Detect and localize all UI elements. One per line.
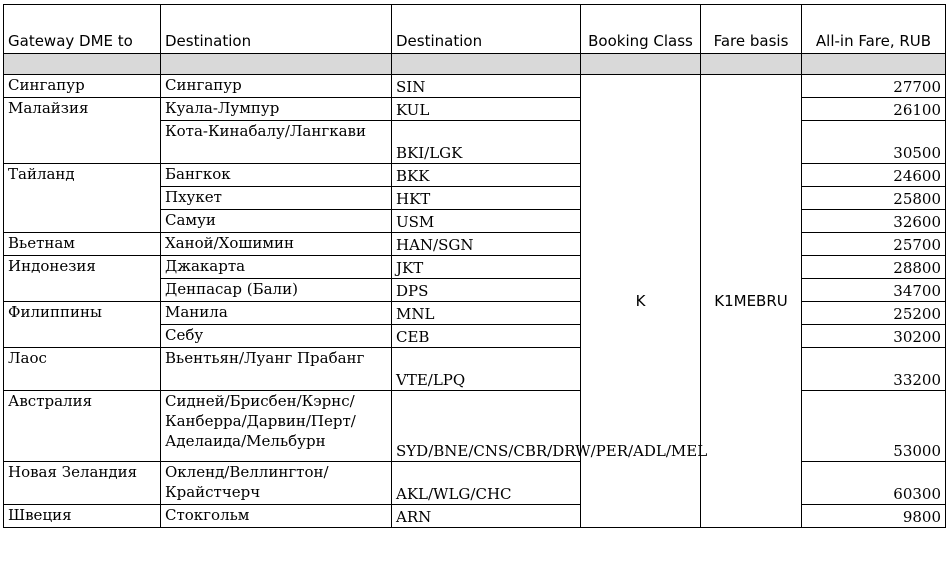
code-cell: HKT — [392, 187, 581, 210]
city-cell: Кота-Кинабалу/Лангкави — [161, 121, 392, 164]
header-fare: All-in Fare, RUB — [802, 5, 946, 54]
fare-cell: 25200 — [802, 302, 946, 325]
header-booking-class: Booking Class — [581, 5, 701, 54]
city-cell: Вьентьян/Луанг Прабанг — [161, 348, 392, 391]
city-cell: Сингапур — [161, 75, 392, 98]
city-cell: Денпасар (Бали) — [161, 279, 392, 302]
code-cell: USM — [392, 210, 581, 233]
fare-cell: 24600 — [802, 164, 946, 187]
code-cell: AKL/WLG/CHC — [392, 462, 581, 505]
country-cell: Швеция — [4, 505, 161, 528]
fare-cell: 53000 — [802, 391, 946, 462]
code-cell: DPS — [392, 279, 581, 302]
country-cell: Индонезия — [4, 256, 161, 302]
header-destination-city: Destination — [161, 5, 392, 54]
country-cell: Лаос — [4, 348, 161, 391]
fare-cell: 32600 — [802, 210, 946, 233]
code-cell: BKK — [392, 164, 581, 187]
city-cell: Куала-Лумпур — [161, 98, 392, 121]
fare-cell: 34700 — [802, 279, 946, 302]
code-cell: SIN — [392, 75, 581, 98]
fare-cell: 27700 — [802, 75, 946, 98]
country-cell: Тайланд — [4, 164, 161, 233]
city-cell: Самуи — [161, 210, 392, 233]
fare-cell: 9800 — [802, 505, 946, 528]
city-cell: Себу — [161, 325, 392, 348]
city-cell: Бангкок — [161, 164, 392, 187]
city-cell: Окленд/Веллингтон/Крайстчерч — [161, 462, 392, 505]
table-row — [4, 348, 946, 391]
table-row — [4, 391, 946, 462]
country-cell: Новая Зеландия — [4, 462, 161, 505]
code-cell: VTE/LPQ — [392, 348, 581, 391]
fare-cell: 33200 — [802, 348, 946, 391]
country-cell: Сингапур — [4, 75, 161, 98]
city-cell: Пхукет — [161, 187, 392, 210]
city-cell: Ханой/Хошимин — [161, 233, 392, 256]
city-cell: Сидней/Брисбен/Кэрнс/Канберра/Дарвин/Перт/Аделаида/Мельбурн — [161, 391, 392, 462]
fare-table — [3, 4, 946, 528]
table-row — [4, 75, 946, 98]
table-row — [4, 302, 946, 325]
code-cell: SYD/BNE/CNS/CBR/DRW/PER/ADL/MEL — [392, 391, 581, 462]
fare-cell: 25700 — [802, 233, 946, 256]
fare-cell: 30500 — [802, 121, 946, 164]
fare-cell: 30200 — [802, 325, 946, 348]
fare-cell: 26100 — [802, 98, 946, 121]
code-cell: ARN — [392, 505, 581, 528]
header-band — [4, 54, 946, 75]
code-cell: BKI/LGK — [392, 121, 581, 164]
city-cell: Манила — [161, 302, 392, 325]
table-row — [4, 462, 946, 505]
fare-cell: 28800 — [802, 256, 946, 279]
code-cell: CEB — [392, 325, 581, 348]
city-cell: Джакарта — [161, 256, 392, 279]
table-row — [4, 164, 946, 187]
code-cell: HAN/SGN — [392, 233, 581, 256]
table-row — [4, 98, 946, 121]
header-fare-basis: Fare basis — [701, 5, 802, 54]
country-cell: Австралия — [4, 391, 161, 462]
country-cell: Вьетнам — [4, 233, 161, 256]
header-destination-code: Destination — [392, 5, 581, 54]
city-cell: Стокгольм — [161, 505, 392, 528]
table-row — [4, 256, 946, 279]
code-cell: JKT — [392, 256, 581, 279]
fare-cell: 60300 — [802, 462, 946, 505]
country-cell: Филиппины — [4, 302, 161, 348]
code-cell: MNL — [392, 302, 581, 325]
table-row — [4, 233, 946, 256]
header-gateway: Gateway DME to — [4, 5, 161, 54]
country-cell: Малайзия — [4, 98, 161, 164]
fare-basis-cell: K1MEBRU — [701, 75, 802, 528]
fare-cell: 25800 — [802, 187, 946, 210]
booking-class-cell: K — [581, 75, 701, 528]
table-row — [4, 505, 946, 528]
code-cell: KUL — [392, 98, 581, 121]
